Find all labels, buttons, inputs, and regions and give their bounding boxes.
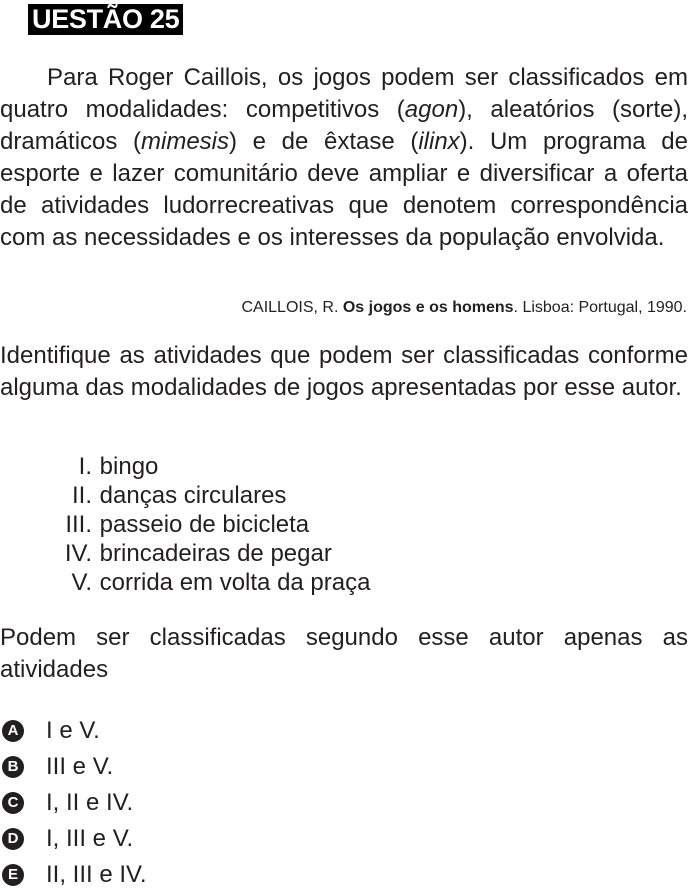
option-text: III e V. [46, 753, 114, 780]
question-paragraph: Podem ser classificadas segundo esse autor apenas as atividades [0, 624, 688, 683]
option-text: I, II e IV. [46, 789, 134, 816]
term-ilinx: ilinx [418, 128, 460, 155]
activity-text: corrida em volta da praça [99, 569, 371, 596]
activity-number: III. [65, 511, 92, 538]
intro-text-4: ). Um programa de esporte e lazer comunitário deve ampliar e diversificar a oferta de atividades ludorrecreativas que denotem correspondência com as necessidades e os interesses da população envolvida. [0, 128, 688, 251]
activity-number: V. [71, 569, 92, 596]
option-letter-badge: B [2, 756, 24, 778]
option-d[interactable] [0, 821, 147, 857]
option-b[interactable] [0, 749, 147, 785]
activity-number: I. [78, 453, 92, 480]
activity-item [0, 510, 370, 539]
question-header: UESTÃO 25 [28, 4, 183, 35]
citation-rest: . Lisboa: Portugal, 1990. [513, 299, 687, 316]
intro-paragraph [0, 62, 688, 254]
activity-item [0, 568, 370, 597]
intro-text-2: ), aleatórios (sorte), dramáticos ( [0, 96, 688, 155]
option-a[interactable] [0, 713, 147, 749]
activity-text: danças circulares [99, 482, 287, 509]
option-letter-badge: C [2, 792, 24, 814]
option-letter-badge: A [2, 720, 24, 742]
term-agon: agon [404, 96, 459, 123]
option-letter-badge: D [2, 828, 24, 850]
intro-text-1: Para Roger Caillois, os jogos podem ser classificados em quatro modalidades: competitivos ( [0, 64, 688, 123]
activity-text: passeio de bicicleta [99, 511, 310, 538]
activity-number: II. [71, 482, 92, 509]
activity-text: brincadeiras de pegar [99, 540, 332, 567]
option-text: II, III e IV. [46, 861, 147, 888]
option-letter-badge: E [2, 864, 24, 886]
prompt-paragraph: Identifique as atividades que podem ser classificadas conforme alguma das modalidades de jogos apresentadas por esse autor. [0, 342, 688, 401]
term-mimesis: mimesis [141, 128, 230, 155]
citation [241, 297, 687, 319]
activity-item [0, 452, 370, 481]
activity-text: bingo [99, 453, 159, 480]
option-e[interactable] [0, 857, 147, 893]
option-c[interactable] [0, 785, 147, 821]
intro-text-3: ) e de êxtase ( [229, 128, 419, 155]
citation-author: CAILLOIS, R. [241, 299, 343, 316]
option-text: I e V. [46, 717, 100, 744]
option-text: I, III e V. [46, 825, 134, 852]
citation-title: Os jogos e os homens [342, 299, 514, 316]
answer-options [0, 713, 147, 893]
activity-number: IV. [64, 540, 92, 567]
activity-item [0, 481, 370, 510]
activity-list [0, 452, 370, 597]
activity-item [0, 539, 370, 568]
